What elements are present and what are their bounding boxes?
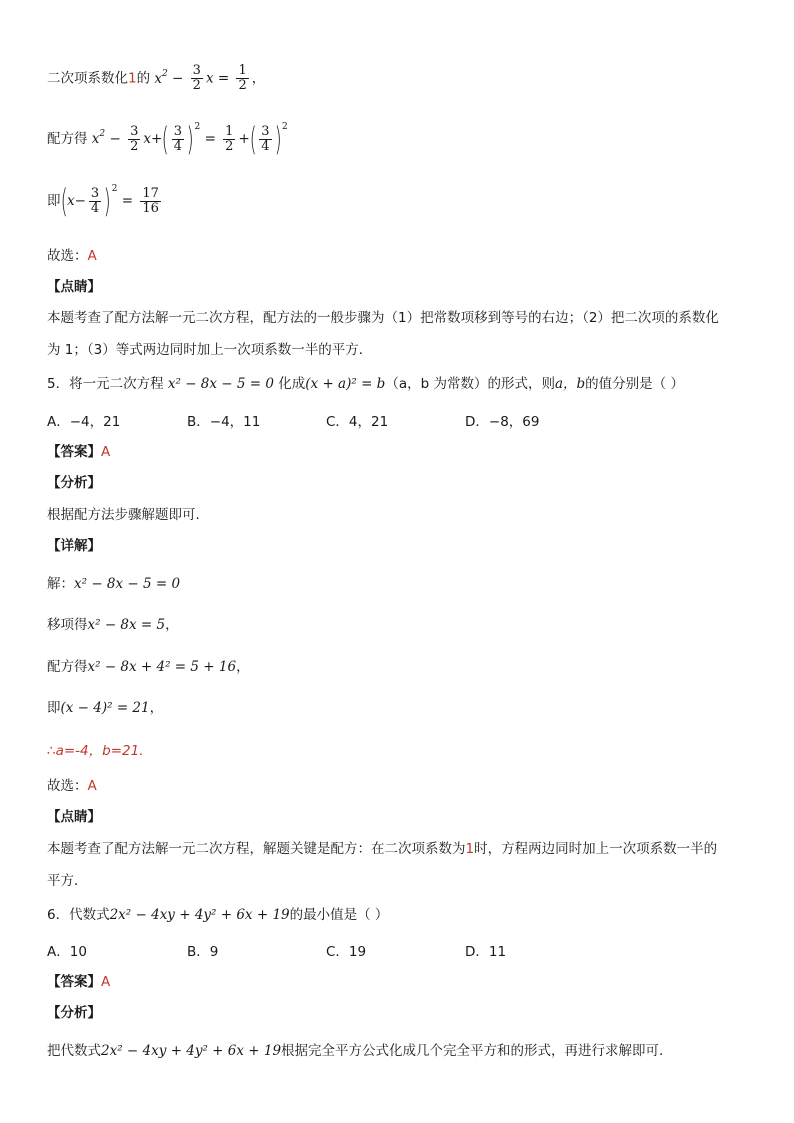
summary-line-1: 本题考查了配方法解一元二次方程，配方法的一般步骤为（1）把常数项移到等号的右边；（2）把二次项的系数化: [47, 310, 719, 326]
expression: 2x² − 4xy + 4y² + 6x + 19: [109, 907, 290, 923]
detail-step-2: 移项得x² − 8x = 5，: [47, 617, 179, 633]
detail-step-1: 解：x² − 8x − 5 = 0: [47, 576, 181, 592]
detail-step-4: 即(x − 4)² = 21，: [47, 700, 164, 716]
option-b[interactable]: B．−4，11: [187, 414, 261, 430]
summary-line-2: 为 1；（3）等式两边同时加上一次项系数一半的平方．: [47, 342, 373, 358]
step-label: 配方得: [47, 131, 88, 147]
step-label: 二次项系数化: [47, 70, 128, 87]
section-heading-dianjing: 【点睛】: [47, 809, 101, 825]
choose-line: 故选：A: [47, 248, 97, 264]
step-label: 即: [47, 193, 61, 209]
option-a[interactable]: A．−4，21: [47, 414, 121, 430]
analysis-text: 根据配方法步骤解题即可．: [47, 507, 209, 523]
detail-conclusion: ∴a=-4，b=21.: [47, 743, 144, 759]
option-b[interactable]: B．9: [187, 944, 219, 960]
summary-line-1: 本题考查了配方法解一元二次方程，解题关键是配方：在二次项系数为1时，方程两边同时加上一次项系数一半的: [47, 841, 718, 857]
section-heading-analysis: 【分析】: [47, 1005, 101, 1021]
solution-step-normalize: 二次项系数化1的 $x^2$ − $\frac{3}{2}$ x = $\frac{1}{2}$ ，: [47, 63, 266, 93]
option-c[interactable]: C．19: [326, 944, 367, 960]
summary-line-2: 平方．: [47, 873, 88, 889]
option-c[interactable]: C．4，21: [326, 414, 389, 430]
section-heading-analysis: 【分析】: [47, 475, 101, 491]
fraction-1-2: $\frac{1}{2}$: [238, 63, 247, 93]
math-expr: $x^2$: [154, 68, 168, 87]
fraction-3-2: $\frac{3}{2}$: [192, 63, 201, 93]
step-label-suffix: 的: [136, 70, 151, 87]
answer-line: 【答案】A: [47, 974, 111, 990]
question-6: 6．代数式2x² − 4xy + 4y² + 6x + 19的最小值是（ ）: [47, 907, 389, 923]
question-5: 5．将一元二次方程 x² − 8x − 5 = 0 化成(x + a)² = b（a，b 为常数）的形式，则a，b的值分别是（ ）: [47, 376, 684, 392]
section-heading-dianjing: 【点睛】: [47, 279, 101, 295]
answer-value: A: [101, 444, 111, 460]
section-heading-detail: 【详解】: [47, 538, 101, 554]
option-d[interactable]: D．11: [465, 944, 507, 960]
choice-answer: A: [87, 778, 97, 794]
solution-step-complete-square: 配方得 $x^2$ − $\frac{3}{2}$ x+( $\frac{3}{4}$ )$^2$ = $\frac{1}{2}$ +( $\frac{3}{4}$ )$^2$: [47, 120, 288, 158]
answer-line: 【答案】A: [47, 444, 111, 460]
option-a[interactable]: A．10: [47, 944, 87, 960]
answer-value: A: [101, 974, 111, 990]
coefficient-one: 1: [128, 70, 137, 87]
equation: x² − 8x − 5 = 0: [167, 376, 274, 392]
detail-step-3: 配方得x² − 8x + 4² = 5 + 16，: [47, 659, 250, 675]
target-form: (x + a)² = b: [305, 376, 386, 392]
analysis-text: 把代数式2x² − 4xy + 4y² + 6x + 19根据完全平方公式化成几个完全平方和的形式，再进行求解即可．: [47, 1043, 673, 1059]
choose-line: 故选：A: [47, 778, 97, 794]
choice-answer: A: [87, 248, 97, 264]
option-d[interactable]: D．−8，69: [465, 414, 540, 430]
solution-step-result: 即(x− $\frac{3}{4}$ )$^2$ = $\frac{17}{16}$: [47, 182, 159, 220]
